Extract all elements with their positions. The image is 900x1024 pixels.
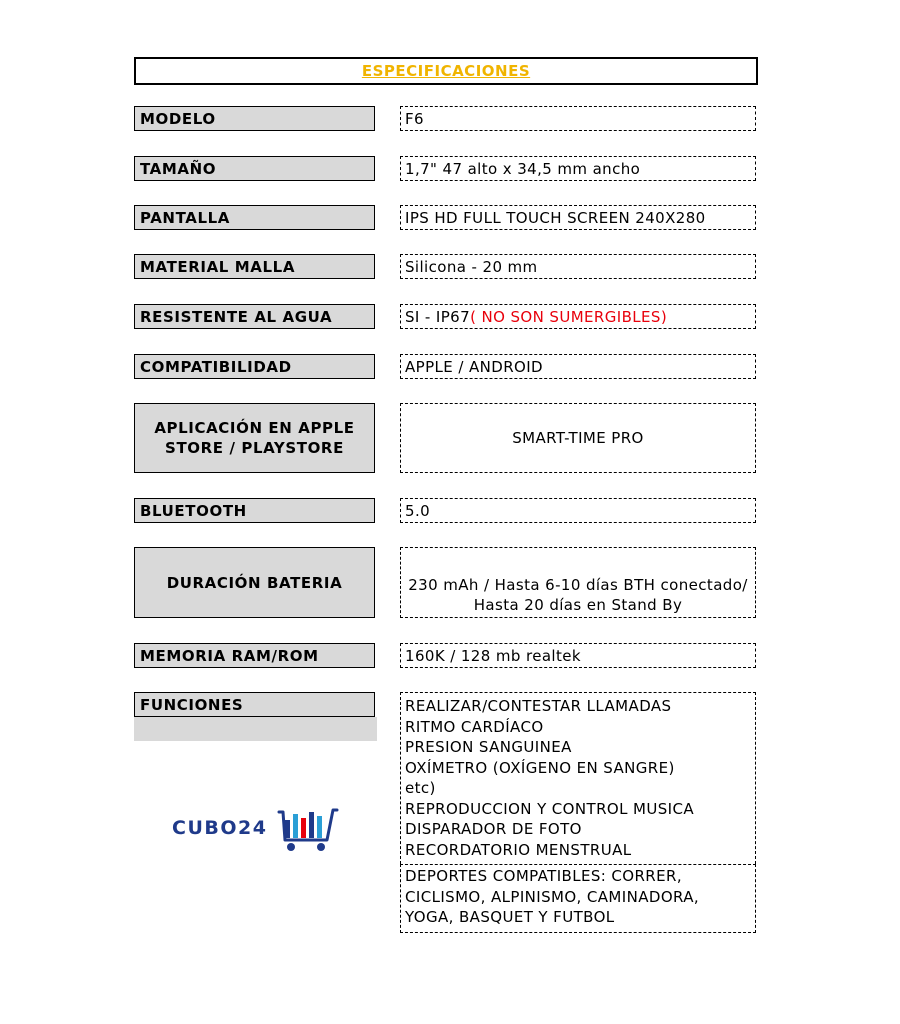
page-title: ESPECIFICACIONES (361, 62, 531, 80)
spec-label-aplicacion: APLICACIÓN EN APPLE STORE / PLAYSTORE (134, 403, 375, 473)
funcion-item: RECORDATORIO MENSTRUAL (405, 840, 632, 859)
funcion-item: PRESION SANGUINEA (405, 738, 572, 756)
spec-value-pantalla: IPS HD FULL TOUCH SCREEN 240X280 (400, 205, 756, 230)
spec-label-compatibilidad: COMPATIBILIDAD (134, 354, 375, 379)
brand-logo (172, 800, 352, 856)
spec-value-bluetooth: 5.0 (400, 498, 756, 523)
spec-label-modelo: MODELO (134, 106, 375, 131)
spec-value-modelo: F6 (400, 106, 756, 131)
funcion-item: etc) (405, 779, 436, 797)
spec-label-bluetooth: BLUETOOTH (134, 498, 375, 523)
deportes-line: YOGA, BASQUET Y FUTBOL (405, 908, 615, 926)
funcion-item: REALIZAR/CONTESTAR LLAMADAS (405, 697, 672, 715)
spec-label-duracion-bateria: DURACIÓN BATERIA (134, 547, 375, 618)
spec-value-aplicacion: SMART-TIME PRO (400, 403, 756, 473)
shopping-cart-icon (275, 802, 339, 854)
funciones-list (400, 692, 756, 864)
spec-value-memoria: 160K / 128 mb realtek (400, 643, 756, 668)
funcion-item: OXÍMETRO (OXÍGENO EN SANGRE) (405, 758, 675, 777)
title-box (134, 57, 758, 85)
spec-label-pantalla: PANTALLA (134, 205, 375, 230)
spec-value-material-malla: Silicona - 20 mm (400, 254, 756, 279)
funcion-item: RITMO CARDÍACO (405, 717, 544, 736)
water-resistance-value: SI - IP67 (405, 307, 471, 326)
spec-value-compatibilidad: APPLE / ANDROID (400, 354, 756, 379)
spec-label-tamano: TAMAÑO (134, 156, 375, 181)
spec-label-memoria: MEMORIA RAM/ROM (134, 643, 375, 668)
spec-label-resistente-agua: RESISTENTE AL AGUA (134, 304, 375, 329)
deportes-line: DEPORTES COMPATIBLES: CORRER, (405, 867, 682, 885)
spec-label-material-malla: MATERIAL MALLA (134, 254, 375, 279)
spec-label-funciones: FUNCIONES (134, 692, 375, 717)
funcion-item: DISPARADOR DE FOTO (405, 820, 582, 838)
spec-value-resistente-agua (400, 304, 756, 329)
funcion-item: REPRODUCCION Y CONTROL MUSICA (405, 799, 695, 818)
logo-text: CUBO24 (172, 817, 268, 839)
water-resistance-warning: ( NO SON SUMERGIBLES) (470, 307, 668, 326)
funciones-label-fill (134, 717, 377, 741)
spec-value-tamano: 1,7" 47 alto x 34,5 mm ancho (400, 156, 756, 181)
spec-value-duracion-bateria: 230 mAh / Hasta 6-10 días BTH conectado/ Hasta 20 días en Stand By (400, 547, 756, 618)
deportes-compatibles (400, 864, 756, 933)
deportes-line: CICLISMO, ALPINISMO, CAMINADORA, (405, 887, 700, 906)
